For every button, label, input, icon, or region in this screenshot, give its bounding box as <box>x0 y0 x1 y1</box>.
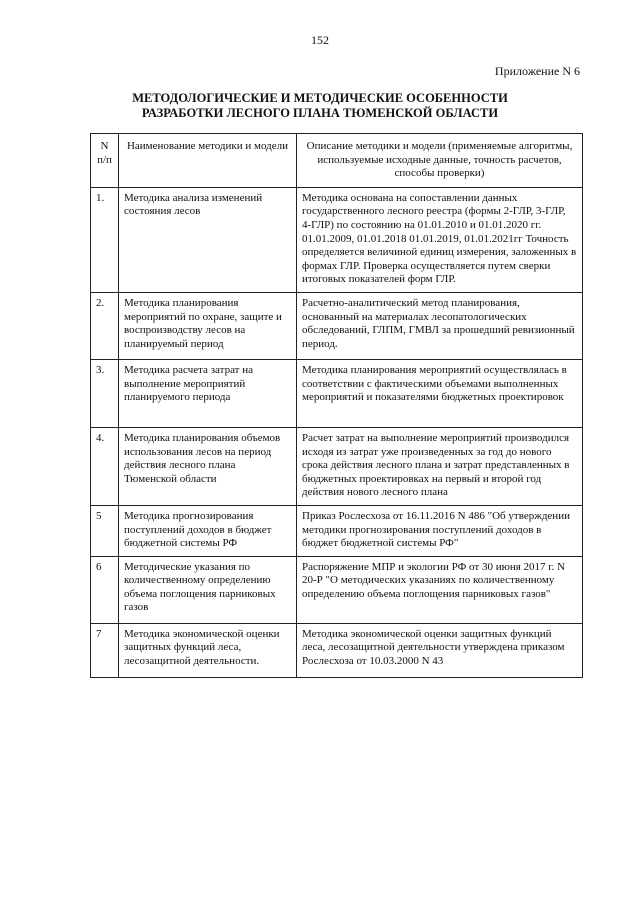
row-description: Расчетно-аналитический метод планирования, основанный на материалах лесопатологических обследований, ГЛПМ, ГМВЛ за прошедший ревизионный период. <box>297 292 583 359</box>
row-number: 4. <box>91 427 119 505</box>
appendix-label: Приложение N 6 <box>494 64 580 78</box>
row-description: Приказ Рослесхоза от 16.11.2016 N 486 "Об утверждении методики прогнозирования поступлений доходов в бюджет бюджетной системы РФ" <box>297 505 583 556</box>
row-number: 6 <box>91 556 119 623</box>
row-method-name: Методика экономической оценки защитных функций леса, лесозащитной деятельности. <box>119 623 297 677</box>
table-row <box>91 427 583 505</box>
row-method-name: Методические указания по количественному определению объема поглощения парниковых газов <box>119 556 297 623</box>
table-row <box>91 623 583 677</box>
row-method-name: Методика прогнозирования поступлений доходов в бюджет бюджетной системы РФ <box>119 505 297 556</box>
row-number: 1. <box>91 187 119 292</box>
row-number: 7 <box>91 623 119 677</box>
header-number: N п/п <box>91 134 119 188</box>
table-header-row <box>91 134 583 188</box>
row-description: Методика основана на сопоставлении данных государственного лесного реестра (формы 2-ГЛР, 3-ГЛР, 4-ГЛР) по состоянию на 01.01.2010 и 01.01.2020 гг. 01.01.2009, 01.01.2018 01.01.2019, 01.01.2021гг Точность определяется величиной единиц измерения, заложенных в формах ГЛР. Проверка осуществляется путем сверки итоговых показателей форм ГЛР. <box>297 187 583 292</box>
table-row <box>91 292 583 359</box>
table-row <box>91 556 583 623</box>
title-line-1: МЕТОДОЛОГИЧЕСКИЕ И МЕТОДИЧЕСКИЕ ОСОБЕННОСТИ <box>132 91 508 105</box>
row-number: 3. <box>91 359 119 427</box>
row-description: Распоряжение МПР и экологии РФ от 30 июня 2017 г. N 20-Р "О методических указаниях по количественному определению объема поглощения парниковых газов" <box>297 556 583 623</box>
header-description: Описание методики и модели (применяемые алгоритмы, используемые исходные данные, точность расчетов, способы проверки) <box>297 134 583 188</box>
row-method-name: Методика расчета затрат на выполнение мероприятий планируемого периода <box>119 359 297 427</box>
row-description: Методика экономической оценки защитных функций леса, лесозащитной деятельности утверждена приказом Рослесхоза от 10.03.2000 N 43 <box>297 623 583 677</box>
document-title <box>0 91 640 121</box>
table-row <box>91 359 583 427</box>
methods-table <box>90 133 583 678</box>
row-description: Методика планирования мероприятий осуществлялась в соответствии с фактическими объемами выполненных мероприятий и показателями бюджетных проектировок <box>297 359 583 427</box>
row-number: 2. <box>91 292 119 359</box>
row-method-name: Методика анализа изменений состояния лесов <box>119 187 297 292</box>
title-line-2: РАЗРАБОТКИ ЛЕСНОГО ПЛАНА ТЮМЕНСКОЙ ОБЛАСТИ <box>141 106 499 120</box>
page-number: 152 <box>311 33 329 47</box>
row-description: Расчет затрат на выполнение мероприятий производился исходя из затрат уже произведенных за год до нового срока действия лесного плана и затрат представленных в бюджетных проектировках на первый и второй год действия нового лесного плана <box>297 427 583 505</box>
row-method-name: Методика планирования мероприятий по охране, защите и воспроизводству лесов на планируемый период <box>119 292 297 359</box>
table-row <box>91 187 583 292</box>
row-number: 5 <box>91 505 119 556</box>
row-method-name: Методика планирования объемов использования лесов на период действия лесного плана Тюменской области <box>119 427 297 505</box>
table-row <box>91 505 583 556</box>
header-method-name: Наименование методики и модели <box>119 134 297 188</box>
